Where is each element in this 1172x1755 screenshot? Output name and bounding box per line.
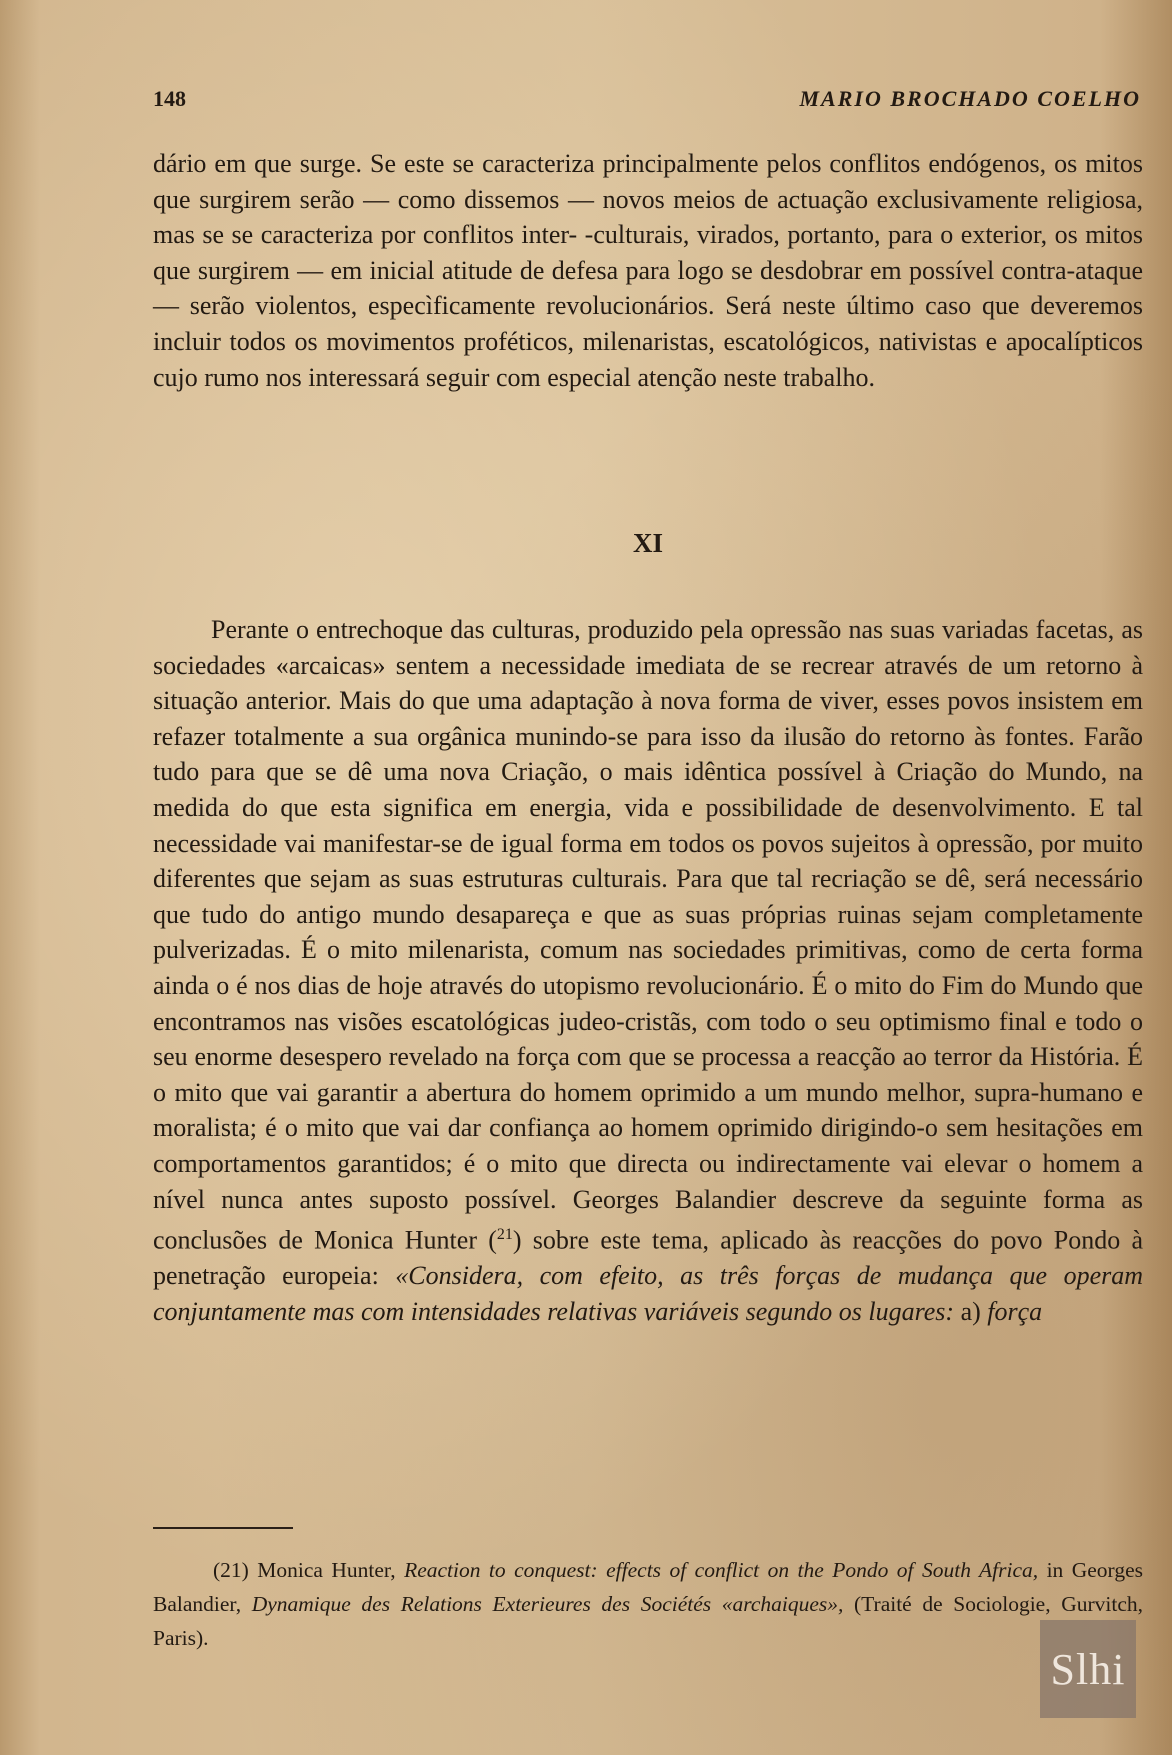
footnote-in: in Georges Balandier, [153, 1558, 1143, 1616]
footnote [153, 1553, 1143, 1655]
quotation-continued: força [987, 1296, 1043, 1326]
paragraph-main [153, 612, 1143, 1330]
paragraph-body-continued: ) sobre este tema, aplicado às reacções do povo Pondo à penetração europeia: [153, 1225, 1143, 1291]
footnote-marker: (21) [213, 1558, 249, 1582]
paragraph-text: dário em que surge. Se este se caracteriza principalmente pelos conflitos endógenos, os mitos que surgirem serão — como dissemos — novos meios de actuação exclusivamente religiosa, mas se se caracteriza por conflitos inter- -culturais, virados, portanto, para o exterior, os mitos que surgirem — em inicial atitude de defesa para logo se desdobrar em possível contra-ataque — serão violentos, especìficamente revolucionários. Será neste último caso que deveremos incluir todos os movimentos proféticos, milenaristas, escatológicos, nativistas e apocalípticos cujo rumo nos interessará seguir com especial atenção neste trabalho. [153, 149, 1143, 392]
paragraph-continued [153, 146, 1143, 395]
footnote-book-title: Dynamique des Relations Exterieures des Sociétés «archaiques», [251, 1592, 844, 1616]
library-logo: Slhi [1040, 1620, 1136, 1718]
section-heading: XI [632, 528, 663, 558]
page-number: 148 [153, 86, 186, 111]
footnote-text [153, 1553, 1143, 1655]
running-head: MARIO BROCHADO COELHO [799, 86, 1141, 111]
footnote-work-title: Reaction to conquest: effects of conflict on the Pondo of South Africa, [404, 1558, 1039, 1582]
quotation-item-marker: a) [954, 1296, 988, 1326]
footnote-reference: 21 [496, 1226, 513, 1244]
page-header [153, 86, 1141, 116]
footnote-author: Monica Hunter, [248, 1558, 405, 1582]
paragraph-text [153, 612, 1143, 1330]
quotation: «Considera, com efeito, as três forças de mudança que operam conjuntamente mas com intensidades relativas variáveis segundo os lugares: [153, 1261, 1143, 1326]
footnote-rest: (Traité de Sociologie, Gurvitch, Paris). [153, 1592, 1143, 1650]
footnote-divider [153, 1527, 293, 1529]
paragraph-body: Perante o entrechoque das culturas, produzido pela opressão nas suas variadas facetas, as sociedades «arcaicas» sentem a necessidade imediata de se recrear através de um retorno à situação anterior. Mais do que uma adaptação à nova forma de viver, esses povos insistem em refazer totalmente a sua orgânica munindo-se para isso da ilusão do retorno às fontes. Farão tudo para que se dê uma nova Criação, o mais idêntica possível à Criação do Mundo, na medida do que esta significa em energia, vida e possibilidade de desenvolvimento. E tal necessidade vai manifestar-se de igual forma em todos os povos sujeitos à opressão, por muito diferentes que sejam as suas estruturas culturais. Para que tal recriação se dê, será necessário que tudo do antigo mundo desapareça e que as suas próprias ruinas sejam completamente pulverizadas. É o mito milenarista, comum nas sociedades primitivas, como de certa forma ainda o é nos dias de hoje através do utopismo revolucionário. É o mito do Fim do Mundo que encontramos nas visões escatológicas judeo-cristãs, com todo o seu optimismo final e todo o seu enorme desespero revelado na força com que se processa a reacção ao terror da História. É o mito que vai garantir a abertura do homem oprimido a um mundo melhor, supra-humano e moralista; é o mito que vai dar confiança ao homem oprimido dirigindo-o sem hesitações em comportamentos garantidos; é o mito que directa ou indirectamente vai elevar o homem a nível nunca antes suposto possível. Georges Balandier descreve da seguinte forma as conclusões de Monica Hunter ( [153, 615, 1143, 1255]
